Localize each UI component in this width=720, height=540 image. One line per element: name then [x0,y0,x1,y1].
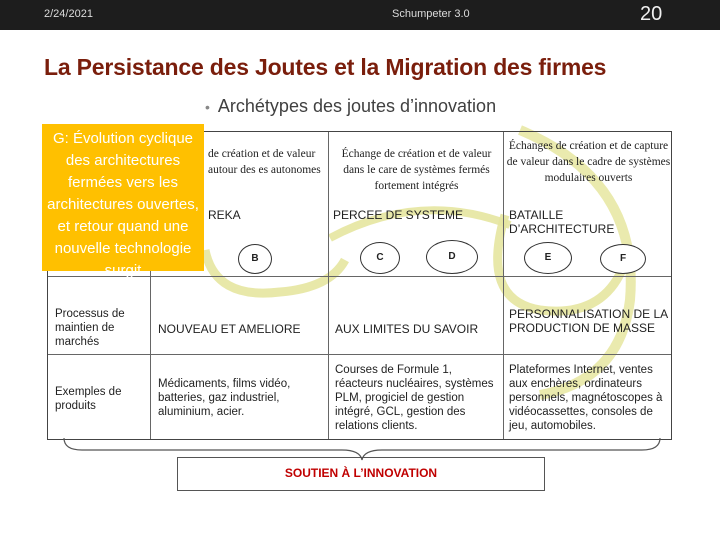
subtitle-text: Archétypes des joutes d’innovation [217,96,497,116]
column-divider [503,132,504,439]
bubble-e: E [524,242,572,274]
row-divider [48,276,671,277]
type-col-1: REKA [208,208,241,222]
bubble-b: B [238,244,272,274]
row-divider [48,354,671,355]
slide-title: La Persistance des Joutes et la Migration des firmes [44,54,607,80]
type-col-3: BATAILLE D’ARCHITECTURE [509,208,615,236]
header-col-2: Échange de création et de valeur dans le care de systèmes fermés fortement intégrés [341,148,492,192]
bubble-d: D [426,240,478,274]
column-divider [328,132,329,439]
slide-footer: Schumpeter 3.0 [392,8,470,20]
process-col-1: NOUVEAU ET AMELIORE [158,322,301,336]
examples-col-2: Courses de Formule 1, réacteurs nucléaires, systèmes PLM, progiciel de gestion intégré, GCL, gestion des relations clients. [335,364,494,432]
innovation-support-box: SOUTIEN À L’INNOVATION [177,457,545,491]
slide-number: 20 [640,3,663,25]
process-col-3: PERSONNALISATION DE LA PRODUCTION DE MASSE [509,307,668,335]
bubble-c: C [360,242,400,274]
row-label-examples: Exemples de produits [55,386,122,412]
examples-col-3: Plateformes Internet, ventes aux enchères, ordinateurs personnels, magnétoscopes à vidéocassettes, consoles de jeu, automobiles. [509,364,663,432]
row-label-process: Processus de maintien de marchés [55,308,125,348]
header-col-3: Échanges de création et de capture de valeur dans le cadre de systèmes modulaires ouverts [506,140,671,184]
slide-date: 2/24/2021 [44,8,93,20]
process-col-2: AUX LIMITES DU SAVOIR [335,322,479,336]
type-col-2: PERCEE DE SYSTEME [333,208,464,222]
bubble-f: F [600,244,646,274]
callout-note: G: Évolution cyclique des architectures fermées vers les architectures ouvertes, et retour quand une nouvelle technologie surgit [42,124,204,271]
examples-col-1: Médicaments, films vidéo, batteries, gaz industriel, aluminium, acier. [158,378,291,418]
bullet-icon: • [205,99,210,115]
header-col-1: de création et de valeur autour des es autonomes [208,148,321,176]
